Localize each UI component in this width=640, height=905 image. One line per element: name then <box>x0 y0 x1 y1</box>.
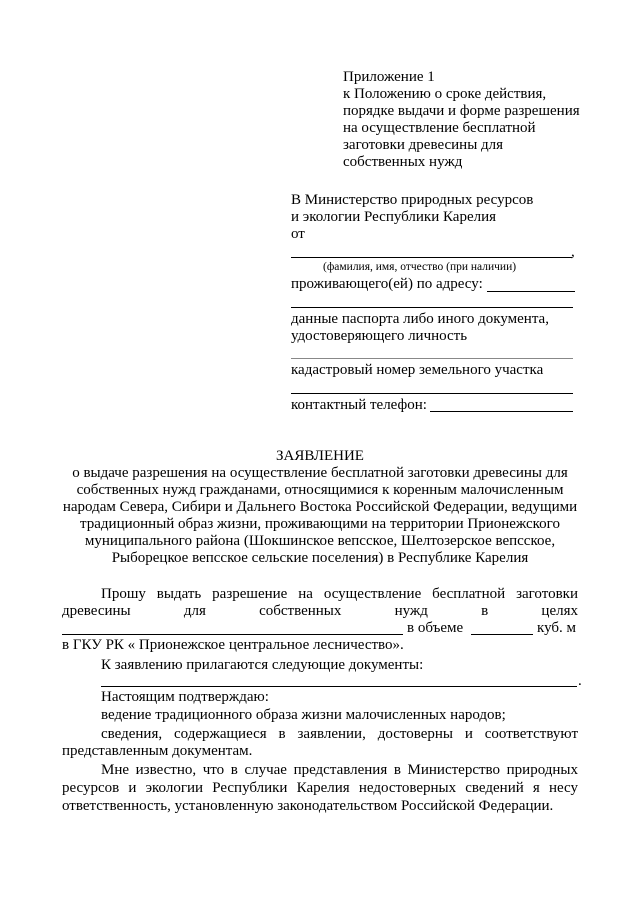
annex-line: порядке выдачи и форме разрешения <box>343 103 580 119</box>
confirm-item-1: ведение традиционного образа жизни малочисленных народов; <box>101 707 506 723</box>
attachments-label: К заявлению прилагаются следующие документы: <box>101 657 424 673</box>
annex-line: собственных нужд <box>343 154 463 170</box>
phone-field[interactable] <box>430 411 573 412</box>
name-comma: , <box>571 244 575 260</box>
attachments-field[interactable] <box>101 686 577 687</box>
from-label: от <box>291 226 305 242</box>
document-subtitle <box>40 465 600 567</box>
passport-field[interactable] <box>291 358 573 359</box>
passport-label-1: данные паспорта либо иного документа, <box>291 311 549 327</box>
cadastral-label: кадастровый номер земельного участка <box>291 362 544 378</box>
request-line-1: Прошу выдать разрешение на осуществление бесплатной заготовки <box>101 586 578 602</box>
annex-line: Приложение 1 <box>343 69 435 85</box>
confirm-label: Настоящим подтверждаю: <box>101 689 269 705</box>
annex-line: заготовки древесины для <box>343 137 504 153</box>
residing-label: проживающего(ей) по адресу: <box>291 276 483 292</box>
volume-unit: куб. м <box>537 620 577 636</box>
subtitle-line: Рыборецкое вепсское сельские поселения) в Республике Карелия <box>111 550 529 566</box>
addressee-line1: В Министерство природных ресурсов <box>291 192 534 208</box>
confirm-item-2-line-1: сведения, содержащиеся в заявлении, достоверны и соответствуют <box>101 726 578 742</box>
subtitle-line: собственных нужд гражданами, относящимися к коренным малочисленным <box>76 482 564 498</box>
annex-line: на осуществление бесплатной <box>343 120 536 136</box>
purpose-field[interactable] <box>62 634 403 635</box>
confirm-item-2-line-2: представленным документам. <box>62 743 253 759</box>
passport-label-2: удостоверяющего личность <box>291 328 468 344</box>
phone-label: контактный телефон: <box>291 397 427 413</box>
document-heading: ЗАЯВЛЕНИЕ <box>276 448 364 464</box>
annex-block <box>343 69 633 171</box>
name-caption: (фамилия, имя, отчество (при наличии) <box>323 261 517 273</box>
subtitle-line: о выдаче разрешения на осуществление бесплатной заготовки древесины для <box>72 465 568 481</box>
volume-field[interactable] <box>471 634 533 635</box>
request-line-2: древесины для собственных нужд в целях <box>62 603 578 619</box>
cadastral-field[interactable] <box>291 393 573 394</box>
notice-line-1: Мне известно, что в случае представления в Министерство природных <box>101 762 578 778</box>
addressee-line2: и экологии Республики Карелия <box>291 209 497 225</box>
volume-label: в объеме <box>407 620 464 636</box>
annex-line: к Положению о сроке действия, <box>343 86 547 102</box>
subtitle-line: народам Севера, Сибири и Дальнего Востока Российской Федерации, ведущими <box>62 499 578 515</box>
forestry-line: в ГКУ РК « Прионежское центральное лесничество». <box>62 637 404 653</box>
subtitle-line: муниципального района (Шокшинское вепсское, Шелтозерское вепсское, <box>84 533 556 549</box>
attachments-period: . <box>578 673 582 689</box>
subtitle-line: традиционный образ жизни, проживающими на территории Прионежского <box>80 516 560 532</box>
address-field-1[interactable] <box>487 291 575 292</box>
notice-line-3: ответственность, установленную законодательством Российской Федерации. <box>62 798 554 814</box>
address-field-2[interactable] <box>291 307 573 308</box>
name-field[interactable] <box>291 257 572 258</box>
notice-line-2: ресурсов и экологии Республики Карелия недостоверных сведений я несу <box>62 780 578 796</box>
